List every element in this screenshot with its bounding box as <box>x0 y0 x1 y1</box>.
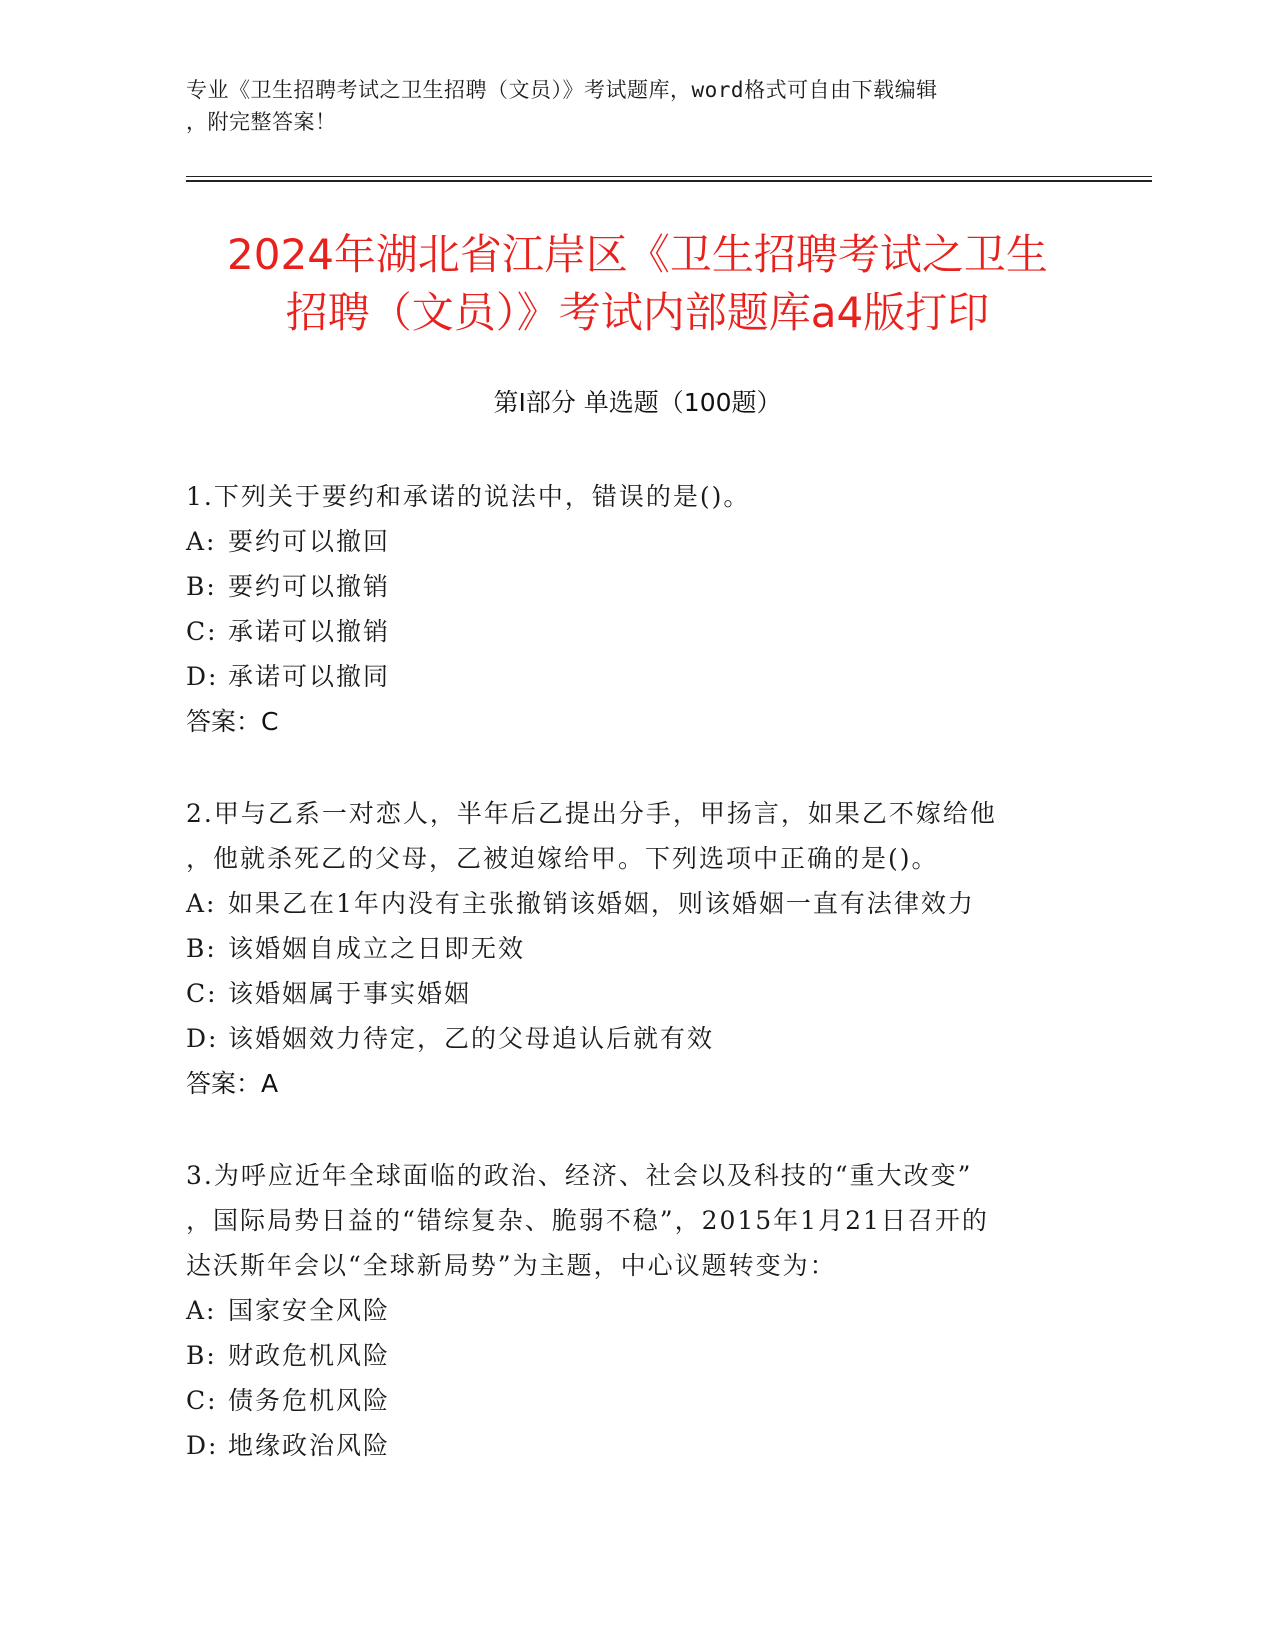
option-a <box>186 1288 1086 1333</box>
answer: 答案：C <box>186 707 279 736</box>
header-divider-thin <box>186 176 1152 177</box>
option-b <box>186 926 1086 971</box>
option-text: 地缘政治风险 <box>228 1431 391 1460</box>
option-c <box>186 1378 1086 1423</box>
option-key: B: <box>186 572 217 601</box>
question-stem <box>186 474 1086 519</box>
question-stem-line: 达沃斯年会以“全球新局势”为主题，中心议题转变为： <box>186 1251 837 1280</box>
option-c <box>186 971 1086 1016</box>
option-key: D: <box>186 1024 219 1053</box>
option-d <box>186 1423 1086 1468</box>
option-d <box>186 1016 1086 1061</box>
option-b <box>186 564 1086 609</box>
option-a <box>186 881 1086 926</box>
question-stem-line: 3.为呼应近年全球面临的政治、经济、社会以及科技的“重大改变” <box>186 1161 973 1190</box>
option-text: 该婚姻属于事实婚姻 <box>228 979 472 1008</box>
option-text: 承诺可以撤同 <box>228 662 391 691</box>
option-key: C: <box>186 979 218 1008</box>
question-3 <box>186 1153 1086 1468</box>
header-note-line-1: 专业《卫生招聘考试之卫生招聘（文员）》考试题库，word格式可自由下载编辑 <box>186 78 938 102</box>
question-stem-line: 2.甲与乙系一对恋人，半年后乙提出分手，甲扬言，如果乙不嫁给他 <box>186 799 997 828</box>
document-title <box>120 226 1155 342</box>
question-list <box>186 474 1086 1515</box>
option-key: D: <box>186 1431 219 1460</box>
option-c <box>186 609 1086 654</box>
option-text: 该婚姻效力待定，乙的父母追认后就有效 <box>228 1024 715 1053</box>
option-text: 如果乙在1年内没有主张撤销该婚姻，则该婚姻一直有法律效力 <box>228 889 975 918</box>
question-1 <box>186 474 1086 744</box>
question-stem-line: ，国际局势日益的“错综复杂、脆弱不稳”，2015年1月21日召开的 <box>186 1206 989 1235</box>
option-text: 债务危机风险 <box>228 1386 391 1415</box>
document-title-line-2: 招聘（文员）》考试内部题库a4版打印 <box>285 288 990 337</box>
option-key: A: <box>186 1296 217 1325</box>
option-text: 要约可以撤回 <box>228 527 391 556</box>
answer: 答案：A <box>186 1069 279 1098</box>
document-title-line-1: 2024年湖北省江岸区《卫生招聘考试之卫生 <box>227 230 1048 279</box>
option-key: B: <box>186 1341 217 1370</box>
option-key: A: <box>186 889 217 918</box>
option-text: 要约可以撤销 <box>228 572 391 601</box>
question-2 <box>186 791 1086 1106</box>
question-stem <box>186 1153 1086 1288</box>
option-a <box>186 519 1086 564</box>
option-text: 承诺可以撤销 <box>228 617 391 646</box>
option-key: C: <box>186 1386 218 1415</box>
section-title: 第Ⅰ部分 单选题（100题） <box>493 388 782 417</box>
question-stem <box>186 791 1086 881</box>
option-key: A: <box>186 527 217 556</box>
header-note-line-2: ，附完整答案！ <box>186 110 337 134</box>
question-stem-line: 1.下列关于要约和承诺的说法中，错误的是()。 <box>186 482 751 511</box>
option-text: 财政危机风险 <box>228 1341 391 1370</box>
question-stem-line: ，他就杀死乙的父母，乙被迫嫁给甲。下列选项中正确的是()。 <box>186 844 939 873</box>
header-divider-thick <box>186 180 1152 182</box>
header-note <box>186 74 1086 138</box>
option-d <box>186 654 1086 699</box>
option-text: 国家安全风险 <box>228 1296 391 1325</box>
option-key: C: <box>186 617 218 646</box>
option-b <box>186 1333 1086 1378</box>
option-text: 该婚姻自成立之日即无效 <box>228 934 526 963</box>
option-key: B: <box>186 934 217 963</box>
option-key: D: <box>186 662 219 691</box>
